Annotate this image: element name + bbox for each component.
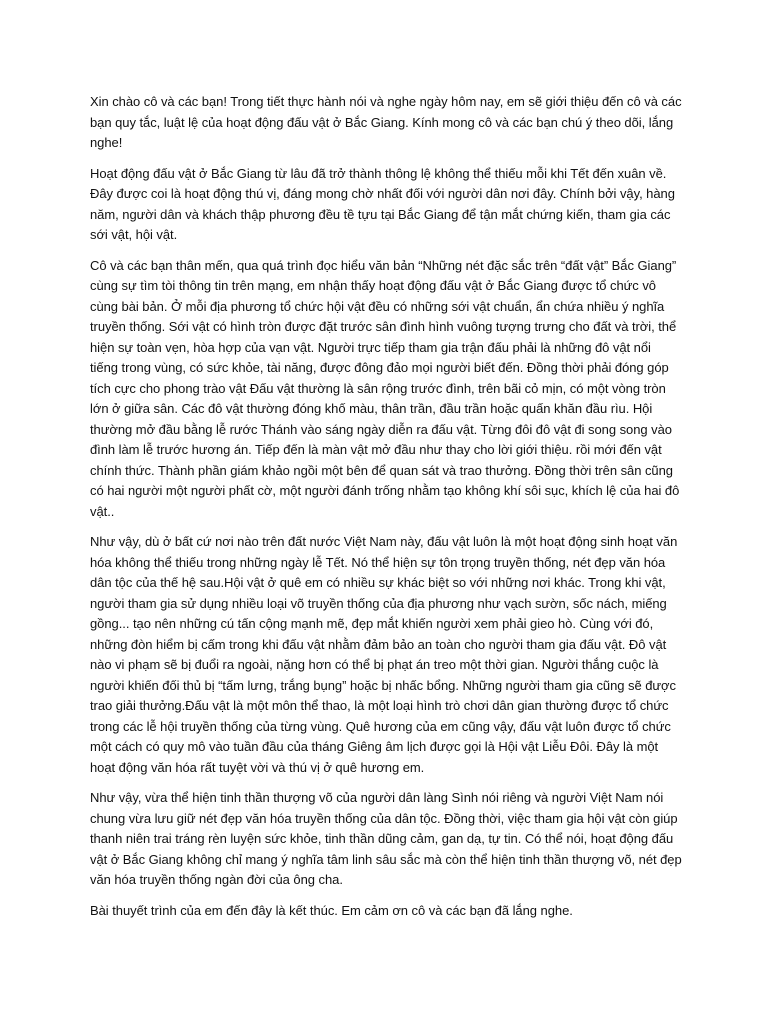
paragraph-introduction: Hoạt động đấu vật ở Bắc Giang từ lâu đã trở thành thông lệ không thể thiếu mỗi khi Tết đến xuân về. Đây được coi là hoạt động thú vị, đáng mong chờ nhất đối với người dân nơi đây. Chính bởi vậy, hàng năm, người dân và khách thập phương đều tề tựu tại Bắc Giang để tận mắt chứng kiến, tham gia các sới vật, hội vật.	[90, 165, 675, 242]
document-body	[90, 92, 682, 931]
paragraph-rules: Cô và các bạn thân mến, qua quá trình đọc hiểu văn bản “Những nét đặc sắc trên “đất vật” Bắc Giang” cùng sự tìm tòi thông tin trên mạng, em nhận thấy hoạt động đấu vật ở Bắc Giang được tổ chức vô cùng bài bản. Ở mỗi địa phương tổ chức hội vật đều có những sới vật chuẩn, ẩn chứa nhiều ý nghĩa truyền thống. Sới vật có hình tròn được đặt trước sân đình hình vuông tượng trưng cho đất và trời, thể hiện sự toàn vẹn, hòa hợp của vạn vật. Người trực tiếp tham gia trận đấu phải là những đô vật nổi tiếng trong vùng, có sức khỏe, tài năng, được đông đảo mọi người biết đến. Đồng thời phải đóng góp tích cực cho phong trào vật Đấu vật thường là sân rộng trước đình, trên bãi cỏ mịn, có một vòng tròn lớn ở giữa sân. Các đô vật thường đóng khố màu, thân trần, đầu trần hoặc quấn khăn đầu rìu. Hội thường mở đầu bằng lễ rước Thánh vào sáng ngày diễn ra đấu vật. Từng đôi đô vật đi song song vào đình làm lễ trước hương án. Tiếp đến là màn vật mở đầu như thay cho lời giới thiệu. rồi mới đến vật chính thức. Thành phần giám khảo ngồi một bên để quan sát và trao thưởng. Đồng thời trên sân cũng có hai người một người phất cờ, một người đánh trống nhằm tạo không khí sôi sục, khích lệ của hai đô vật..	[90, 257, 680, 519]
paragraph-local-wrestling: Như vậy, dù ở bất cứ nơi nào trên đất nước Việt Nam này, đấu vật luôn là một hoạt động sinh hoạt văn hóa không thể thiếu trong những ngày lễ Tết. Nó thể hiện sự tôn trọng truyền thống, nét đẹp văn hóa dân tộc của thế hệ sau.Hội vật ở quê em có nhiều sự khác biệt so với những nơi khác. Trong khi vật, người tham gia sử dụng nhiều loại võ truyền thống của địa phương như vạch sườn, sốc nách, miếng gồng... tạo nên những cú tấn cộng mạnh mẽ, đẹp mắt khiến người xem phải gieo hò. Cùng với đó, những đòn hiểm bị cấm trong khi đấu vật nhằm đảm bảo an toàn cho người tham gia đấu vật. Đô vật nào vi phạm sẽ bị đuổi ra ngoài, nặng hơn có thể bị phạt án treo một thời gian. Người thắng cuộc là người khiến đối thủ bị “tấm lưng, trắng bụng” hoặc bị nhấc bổng. Những người tham gia cũng sẽ được trao giải thưởng.Đấu vật là một môn thể thao, là một loại hình trò chơi dân gian thường được tổ chức trong các lễ hội truyền thống của từng vùng. Quê hương của em cũng vậy, đấu vật luôn được tổ chức một cách có quy mô vào tuần đầu của tháng Giêng âm lịch được gọi là Hội vật Liễu Đôi. Đây là một hoạt động văn hóa rất tuyệt vời và thú vị ở quê hương em.	[90, 534, 678, 775]
paragraph-significance: Như vậy, vừa thể hiện tinh thần thượng võ của người dân làng Sình nói riêng và người Việt Nam nói chung vừa lưu giữ nét đẹp văn hóa truyền thống của dân tộc. Đồng thời, việc tham gia hội vật còn giúp thanh niên trai tráng rèn luyện sức khỏe, tinh thần dũng cảm, gan dạ, tự tin. Có thể nói, hoạt động đấu vật ở Bắc Giang không chỉ mang ý nghĩa tâm linh sâu sắc mà còn thể hiện tinh thần thượng võ, nét đẹp văn hóa truyền thống ngàn đời của ông cha.	[90, 790, 682, 887]
paragraph-closing: Bài thuyết trình của em đến đây là kết thúc. Em cảm ơn cô và các bạn đã lắng nghe.	[90, 902, 573, 918]
paragraph-greeting: Xin chào cô và các bạn! Trong tiết thực hành nói và nghe ngày hôm nay, em sẽ giới thiệu đến cô và các bạn quy tắc, luật lệ của hoạt động đấu vật ở Bắc Giang. Kính mong cô và các bạn chú ý theo dõi, lắng nghe!	[90, 94, 682, 150]
